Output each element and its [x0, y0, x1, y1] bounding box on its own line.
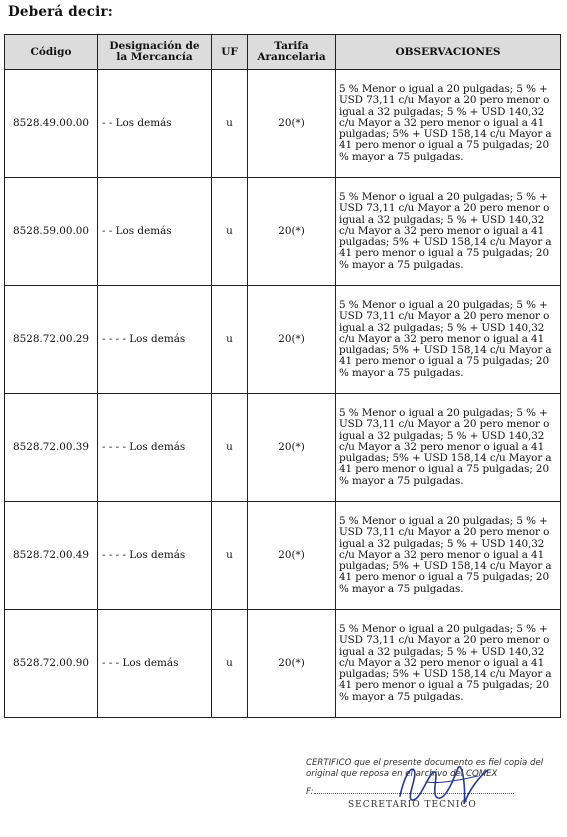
cell-uf: u — [212, 70, 248, 178]
cell-observaciones: 5 % Menor o igual a 20 pulgadas; 5 % + USD 73,11 c/u Mayor a 20 pero menor o igual a 32 pulgadas; 5 % + USD 140,32 c/u Mayor a 32 pero menor o igual a 41 pulgadas; 5% + USD 158,14 c/u Mayor a 41 pero menor o igual a 75 pulgadas; 20 % mayor a 75 pulgadas. — [336, 178, 561, 286]
column-header-designacion — [98, 35, 212, 70]
column-header-uf: UF — [212, 35, 248, 70]
tariff-table — [4, 34, 561, 718]
cell-designacion: - - - - Los demás — [98, 502, 212, 610]
cell-uf: u — [212, 502, 248, 610]
cell-uf: u — [212, 286, 248, 394]
table-header-row — [5, 35, 561, 70]
cell-observaciones: 5 % Menor o igual a 20 pulgadas; 5 % + USD 73,11 c/u Mayor a 20 pero menor o igual a 32 pulgadas; 5 % + USD 140,32 c/u Mayor a 32 pero menor o igual a 41 pulgadas; 5% + USD 158,14 c/u Mayor a 41 pero menor o igual a 75 pulgadas; 20 % mayor a 75 pulgadas. — [336, 70, 561, 178]
column-header-codigo: Código — [5, 35, 98, 70]
cell-tarifa: 20(*) — [248, 502, 336, 610]
column-header-designacion-line-1: Designación de — [109, 40, 200, 52]
cell-observaciones: 5 % Menor o igual a 20 pulgadas; 5 % + USD 73,11 c/u Mayor a 20 pero menor o igual a 32 pulgadas; 5 % + USD 140,32 c/u Mayor a 32 pero menor o igual a 41 pulgadas; 5% + USD 158,14 c/u Mayor a 41 pero menor o igual a 75 pulgadas; 20 % mayor a 75 pulgadas. — [336, 610, 561, 718]
cell-codigo: 8528.72.00.90 — [5, 610, 98, 718]
cell-codigo: 8528.72.00.39 — [5, 394, 98, 502]
cell-codigo: 8528.72.00.49 — [5, 502, 98, 610]
table-row — [5, 70, 561, 178]
signature-line-label: F: — [306, 787, 314, 797]
column-header-tarifa-line-2: Arancelaria — [257, 51, 326, 63]
column-header-designacion-line-2: la Mercancía — [116, 51, 193, 63]
cell-observaciones: 5 % Menor o igual a 20 pulgadas; 5 % + USD 73,11 c/u Mayor a 20 pero menor o igual a 32 pulgadas; 5 % + USD 140,32 c/u Mayor a 32 pero menor o igual a 41 pulgadas; 5% + USD 158,14 c/u Mayor a 41 pero menor o igual a 75 pulgadas; 20 % mayor a 75 pulgadas. — [336, 286, 561, 394]
cell-tarifa: 20(*) — [248, 70, 336, 178]
certifier-role: SECRETARIO TECNICO — [348, 800, 477, 810]
certification-text: CERTIFICO que el presente documento es fiel copia del original que reposa en el archivo del COMEX — [306, 758, 544, 779]
cell-tarifa: 20(*) — [248, 178, 336, 286]
cell-uf: u — [212, 178, 248, 286]
column-header-tarifa — [248, 35, 336, 70]
cell-designacion: - - - - Los demás — [98, 394, 212, 502]
cell-tarifa: 20(*) — [248, 610, 336, 718]
table-row — [5, 502, 561, 610]
table-row — [5, 178, 561, 286]
handwritten-signature — [370, 748, 510, 818]
column-header-observaciones: OBSERVACIONES — [336, 35, 561, 70]
cell-codigo: 8528.72.00.29 — [5, 286, 98, 394]
table-row — [5, 286, 561, 394]
cell-codigo: 8528.49.00.00 — [5, 70, 98, 178]
cell-observaciones: 5 % Menor o igual a 20 pulgadas; 5 % + USD 73,11 c/u Mayor a 20 pero menor o igual a 32 pulgadas; 5 % + USD 140,32 c/u Mayor a 32 pero menor o igual a 41 pulgadas; 5% + USD 158,14 c/u Mayor a 41 pero menor o igual a 75 pulgadas; 20 % mayor a 75 pulgadas. — [336, 502, 561, 610]
cell-uf: u — [212, 394, 248, 502]
cell-tarifa: 20(*) — [248, 394, 336, 502]
cell-designacion: - - Los demás — [98, 178, 212, 286]
cell-uf: u — [212, 610, 248, 718]
cell-designacion: - - - Los demás — [98, 610, 212, 718]
cell-codigo: 8528.59.00.00 — [5, 178, 98, 286]
table-row — [5, 394, 561, 502]
cell-designacion: - - - - Los demás — [98, 286, 212, 394]
table-row — [5, 610, 561, 718]
cell-tarifa: 20(*) — [248, 286, 336, 394]
cell-observaciones: 5 % Menor o igual a 20 pulgadas; 5 % + USD 73,11 c/u Mayor a 20 pero menor o igual a 32 pulgadas; 5 % + USD 140,32 c/u Mayor a 32 pero menor o igual a 41 pulgadas; 5% + USD 158,14 c/u Mayor a 41 pero menor o igual a 75 pulgadas; 20 % mayor a 75 pulgadas. — [336, 394, 561, 502]
page-heading: Deberá decir: — [8, 4, 113, 20]
cell-designacion: - - Los demás — [98, 70, 212, 178]
column-header-tarifa-line-1: Tarifa — [274, 40, 309, 52]
